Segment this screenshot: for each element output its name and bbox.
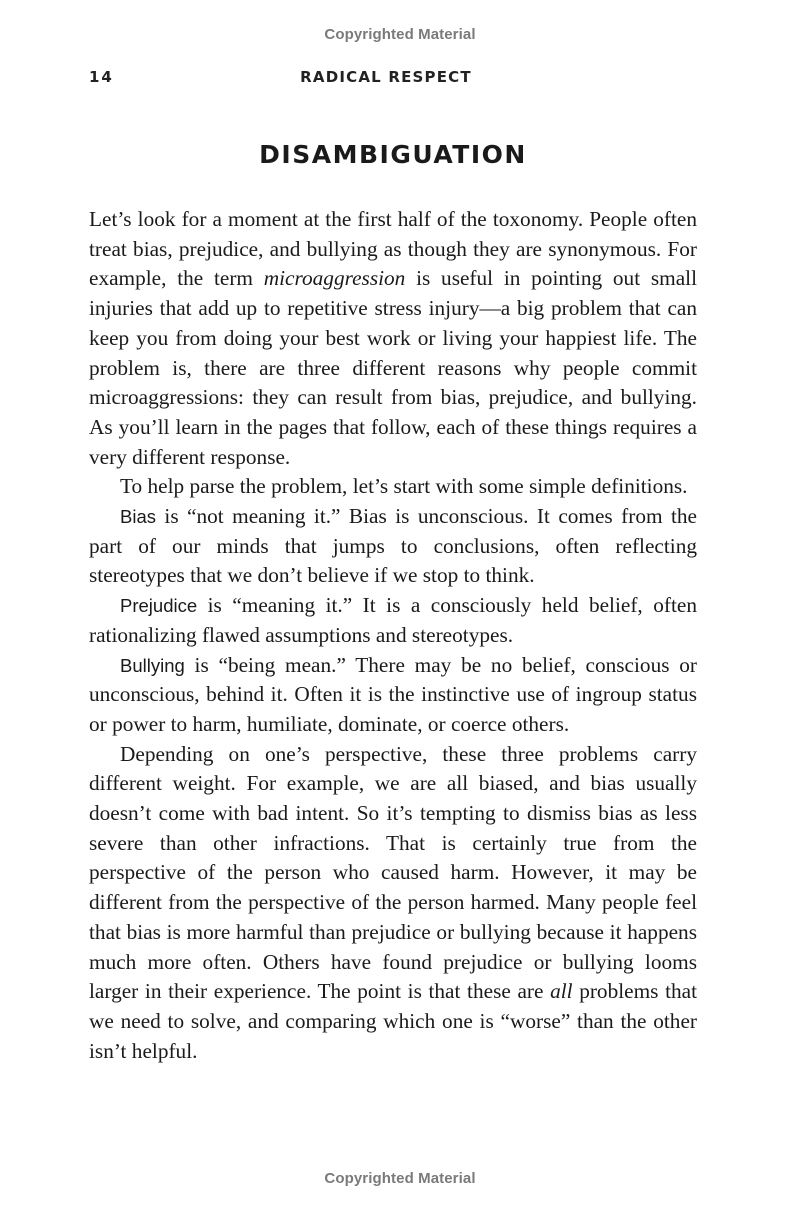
term-microaggression: microaggression [263,266,406,291]
paragraph-4 [89,591,697,650]
copyright-watermark-bottom: Copyrighted Material [324,1170,476,1187]
body-text [89,205,697,1066]
paragraph-6-text-a: Depending on one’s perspective, these three problems carry different weight. For example, we are all biased, and bias usually doesn’t come with bad intent. So it’s tempting to dismiss bias as less severe than other infractions. That is certainly true from the perspective of the person who caused harm. However, it may be different from the perspective of the person harmed. Many people feel that bias is more harmful than prejudice or bullying because it happens much more often. Others have found prejudice or bullying looms larger in their experience. The point is that these are [89,741,697,1004]
emphasis-all: all [550,979,573,1004]
term-bias: Bias [120,506,156,528]
paragraph-4-text: is “meaning it.” It is a consciously held belief, often rationalizing flawed assumptions and stereotypes. [89,593,697,647]
copyright-watermark-top: Copyrighted Material [324,26,476,43]
paragraph-1-text-a: Let’s look for a moment at the first half of the toxonomy. People often treat bias, prejudice, and bullying as though they are synonymous. For example, the term [89,207,697,291]
paragraph-2: To help parse the problem, let’s start with some simple definitions. [120,474,688,499]
paragraph-1 [89,205,697,472]
paragraph-3 [89,502,697,591]
paragraph-1-text-b: is useful in pointing out small injuries that add up to repetitive stress injury—a big problem that can keep you from doing your best work or living your happiest life. The problem is, there are three different reasons why people commit microaggressions: they can result from bias, prejudice, and bullying. As you’ll learn in the pages that follow, each of these things requires a very different response. [89,266,697,469]
page-number: 14 [89,68,114,86]
paragraph-5-text: is “being mean.” There may be no belief, conscious or unconscious, behind it. Often it is the instinctive use of ingroup status or power to harm, humiliate, dominate, or coerce others. [89,652,697,736]
paragraph-5 [89,651,697,740]
section-title: DISAMBIGUATION [259,140,527,169]
paragraph-3-text: is “not meaning it.” Bias is unconscious. It comes from the part of our minds that jumps to conclusions, often reflecting stereotypes that we don’t believe if we stop to think. [89,504,697,588]
term-bullying: Bullying [120,654,185,676]
paragraph-6-text-b: problems that we need to solve, and comparing which one is “worse” than the other isn’t helpful. [89,979,698,1063]
running-head: RADICAL RESPECT [300,68,472,86]
term-prejudice: Prejudice [120,595,198,617]
paragraph-6 [89,740,697,1067]
